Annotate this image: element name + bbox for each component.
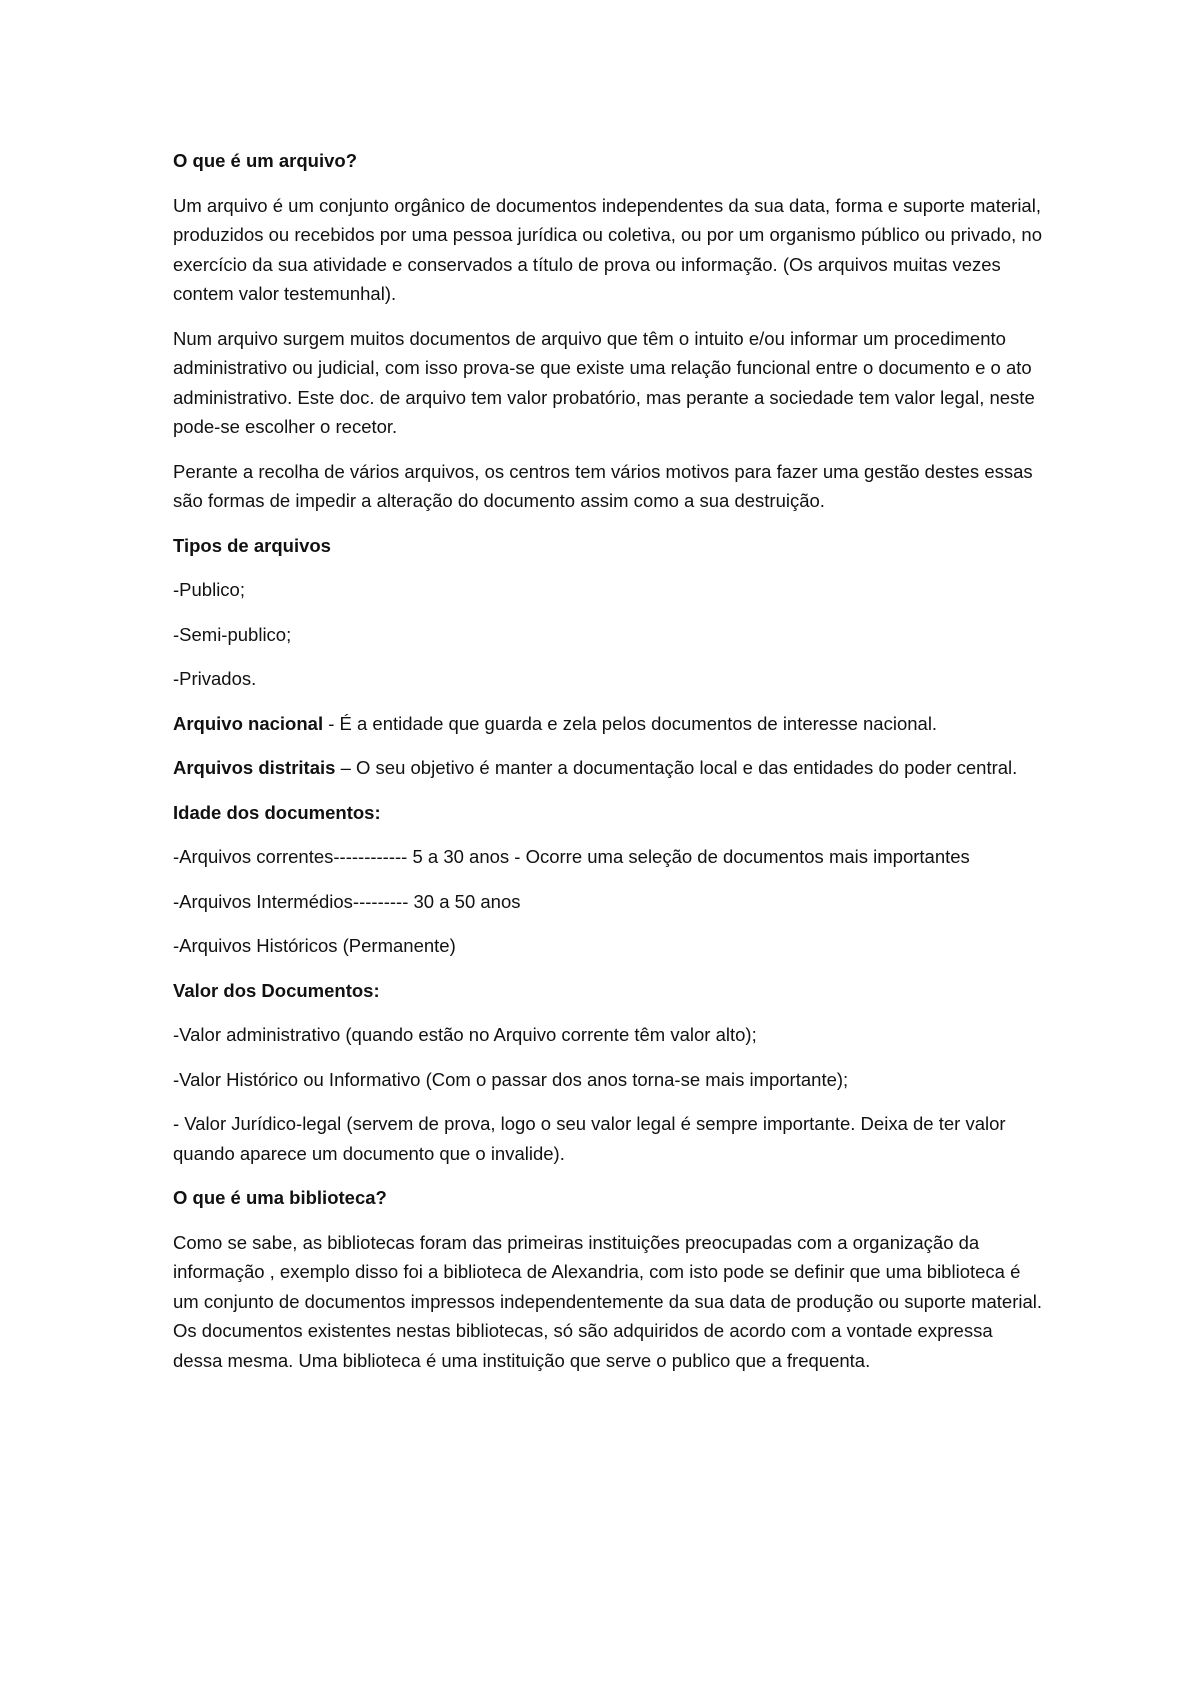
text-arquivo-nacional: - É a entidade que guarda e zela pelos documentos de interesse nacional. bbox=[323, 712, 938, 734]
list-item-valor-administrativo: -Valor administrativo (quando estão no Arquivo corrente têm valor alto); bbox=[173, 1024, 757, 1045]
heading-idade-documentos: Idade dos documentos: bbox=[173, 801, 381, 823]
list-item-arquivos-correntes: -Arquivos correntes------------ 5 a 30 anos - Ocorre uma seleção de documentos mais importantes bbox=[173, 846, 970, 867]
paragraph-biblioteca: Como se sabe, as bibliotecas foram das primeiras instituições preocupadas com a organização da informação , exemplo disso foi a biblioteca de Alexandria, com isto pode se definir que uma biblioteca é um conjunto de documentos impressos independentemente da sua data de produção ou suporte material. Os documentos existentes nestas bibliotecas, só são adquiridos de acordo com a vontade expressa dessa mesma. Uma biblioteca é uma instituição que serve o publico que a frequenta. bbox=[173, 1231, 1043, 1371]
list-item-tipo-publico: -Publico; bbox=[173, 579, 245, 600]
list-item-valor-juridico: - Valor Jurídico-legal (servem de prova, logo o seu valor legal é sempre importante. Deixa de ter valor quando aparece um documento que o invalide). bbox=[173, 1113, 1006, 1164]
document-body bbox=[173, 146, 1043, 1390]
label-arquivo-nacional: Arquivo nacional bbox=[173, 712, 324, 734]
list-item-valor-historico: -Valor Histórico ou Informativo (Com o passar dos anos torna-se mais importante); bbox=[173, 1068, 849, 1090]
label-arquivos-distritais: Arquivos distritais bbox=[173, 757, 336, 778]
heading-arquivo: O que é um arquivo? bbox=[173, 150, 357, 171]
text-arquivos-distritais: – O seu objetivo é manter a documentação local e das entidades do poder central. bbox=[335, 757, 1018, 778]
paragraph-recolha-arquivos: Perante a recolha de vários arquivos, os centros tem vários motivos para fazer uma gestão destes essas são formas de impedir a alteração do documento assim como a sua destruição. bbox=[173, 460, 1033, 511]
paragraph-arquivos-distritais bbox=[173, 753, 1043, 783]
list-item-arquivos-historicos: -Arquivos Históricos (Permanente) bbox=[173, 935, 456, 956]
list-item-tipo-semi-publico: -Semi-publico; bbox=[173, 623, 292, 645]
heading-tipos-arquivos: Tipos de arquivos bbox=[173, 534, 331, 556]
paragraph-definicao-arquivo: Um arquivo é um conjunto orgânico de documentos independentes da sua data, forma e suporte material, produzidos ou recebidos por uma pessoa jurídica ou coletiva, ou por um organismo público ou privado, no exercício da sua atividade e conservados a título de prova ou informação. (Os arquivos muitas vezes contem valor testemunhal). bbox=[173, 194, 1042, 304]
paragraph-arquivo-nacional bbox=[173, 709, 1043, 739]
list-item-arquivos-intermedios: -Arquivos Intermédios--------- 30 a 50 anos bbox=[173, 890, 521, 912]
paragraph-documentos-arquivo: Num arquivo surgem muitos documentos de arquivo que têm o intuito e/ou informar um procedimento administrativo ou judicial, com isso prova-se que existe uma relação funcional entre o documento e o ato administrativo. Este doc. de arquivo tem valor probatório, mas perante a sociedade tem valor legal, neste pode-se escolher o recetor. bbox=[173, 327, 1035, 437]
heading-valor-documentos: Valor dos Documentos: bbox=[173, 979, 380, 1001]
heading-biblioteca: O que é uma biblioteca? bbox=[173, 1187, 387, 1208]
list-item-tipo-privados: -Privados. bbox=[173, 668, 257, 689]
